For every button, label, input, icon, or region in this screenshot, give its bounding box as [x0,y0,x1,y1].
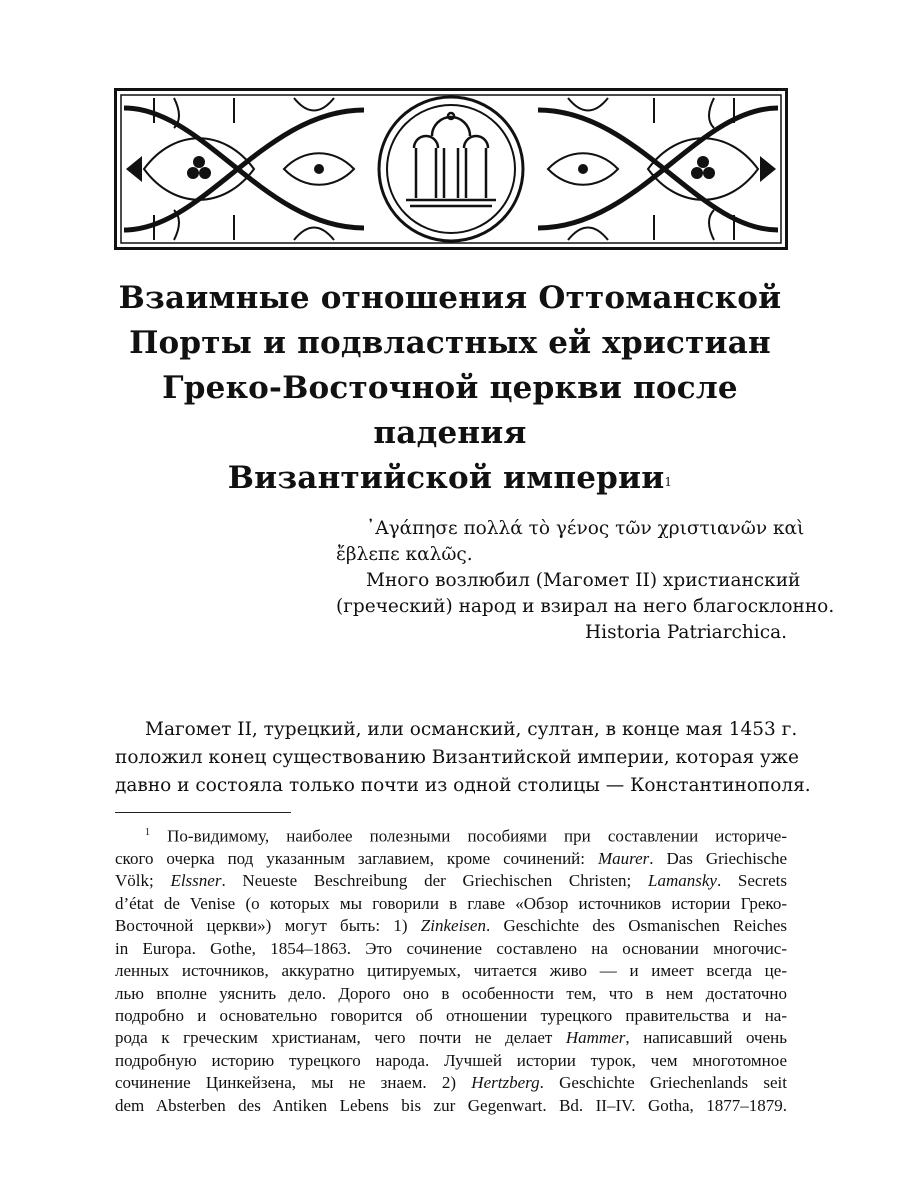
footnote-text: d’état de Venise (о которых мы говорили в главе «Обзор источников истории Греко- [115,893,787,913]
footnote-divider [115,812,291,813]
footnote [115,822,787,1117]
footnote-text: сочинение Цинкейзена, мы не знаем. 2) [115,1073,472,1093]
cited-author: Zinkeisen [420,916,486,936]
chapter-title [100,276,800,501]
body-line: положил конец существованию Византийской империи, которая уже [115,747,799,768]
epigraph [336,516,835,646]
epigraph-russian-line: (греческий) народ и взирал на него благосклонно. [336,596,835,617]
footnote-line [115,1050,787,1072]
epigraph-russian-line: Много возлюбил (Магомет II) христианский [366,570,801,591]
footnote-text: . Das Griechische [649,849,787,869]
footnote-mark: 1 [145,827,150,838]
footnote-text: , написавший очень [625,1028,787,1048]
footnote-text: Völk; [115,871,171,891]
footnote-line [115,1095,787,1117]
footnote-line [115,1005,787,1027]
cited-author: Lamansky [647,871,717,891]
footnote-text: in Europa. Gothe, 1854–1863. Это сочинение составлено на основании многочис- [115,938,787,958]
footnote-line [115,822,787,848]
footnote-line [115,915,787,937]
body-line: Магомет II, турецкий, или османский, султан, в конце мая 1453 г. [145,719,798,740]
footnote-text: . Geschichte Griechenlands seit [539,1073,787,1093]
cited-author: Elssner [170,871,222,891]
cited-author: Maurer [597,849,650,869]
footnote-line [115,1072,787,1094]
footnote-text: ского очерка под указанным заглавием, кроме сочинений: [115,849,598,869]
footnote-text: лью вполне уяснить дело. Дорого оно в особенности тем, что в нем достаточно [115,983,787,1003]
footnote-line [115,893,787,915]
title-line: Взаимные отношения Оттоманской [118,280,782,316]
footnote-line [115,960,787,982]
footnote-line [115,938,787,960]
footnote-text: подробную историю турецкого народа. Лучшей истории турок, чем многотомное [115,1050,787,1070]
footnote-line [115,983,787,1005]
footnote-line [115,848,787,870]
epigraph-greek-line: ᾿Αγάπησε πολλά τὸ γένος τῶν χριστιανῶν καὶ [366,518,805,539]
footnote-text: dem Absterben des Antiken Lebens bis zur Gegenwart. Bd. II–IV. Gotha, 1877–1879. [115,1095,787,1115]
footnote-text: . Geschichte des Osmanischen Reiches [485,916,787,936]
footnote-text: . Neueste Beschreibung der Griechischen Christen; [221,871,648,891]
title-line [100,456,800,501]
title-line: Греко-Восточной церкви после падения [162,370,738,451]
footnote-text: . Secrets [716,871,787,891]
footnote-text: подробно и основательно говорится об отношении турецкого правительства и на- [115,1005,787,1025]
footnote-line [115,870,787,892]
title-line-text: Византийской империи [227,460,665,496]
epigraph-source: Historia Patriarchica. [585,622,787,643]
footnote-text: ленных источников, аккуратно цитируемых, читается живо — и имеет всегда це- [115,961,787,981]
footnote-text: Восточной церкви») могут быть: 1) [115,916,421,936]
footnote-text: По-видимому, наиболее полезными пособиями при составлении историче- [167,826,788,846]
body-line: давно и состояла только почти из одной столицы — Константинополя. [115,775,811,796]
epigraph-greek-line: ἔβλεπε καλῶς. [336,544,473,565]
body-paragraph [115,716,811,800]
title-line: Порты и подвластных ей христиан [129,325,771,361]
footnote-line [115,1027,787,1049]
footnote-reference: 1 [664,475,673,489]
cited-author: Hammer [565,1028,626,1048]
cited-author: Hertzberg [471,1073,540,1093]
decorative-headpiece-ornament [114,88,788,250]
footnote-text: рода к греческим христианам, чего почти не делает [115,1028,566,1048]
